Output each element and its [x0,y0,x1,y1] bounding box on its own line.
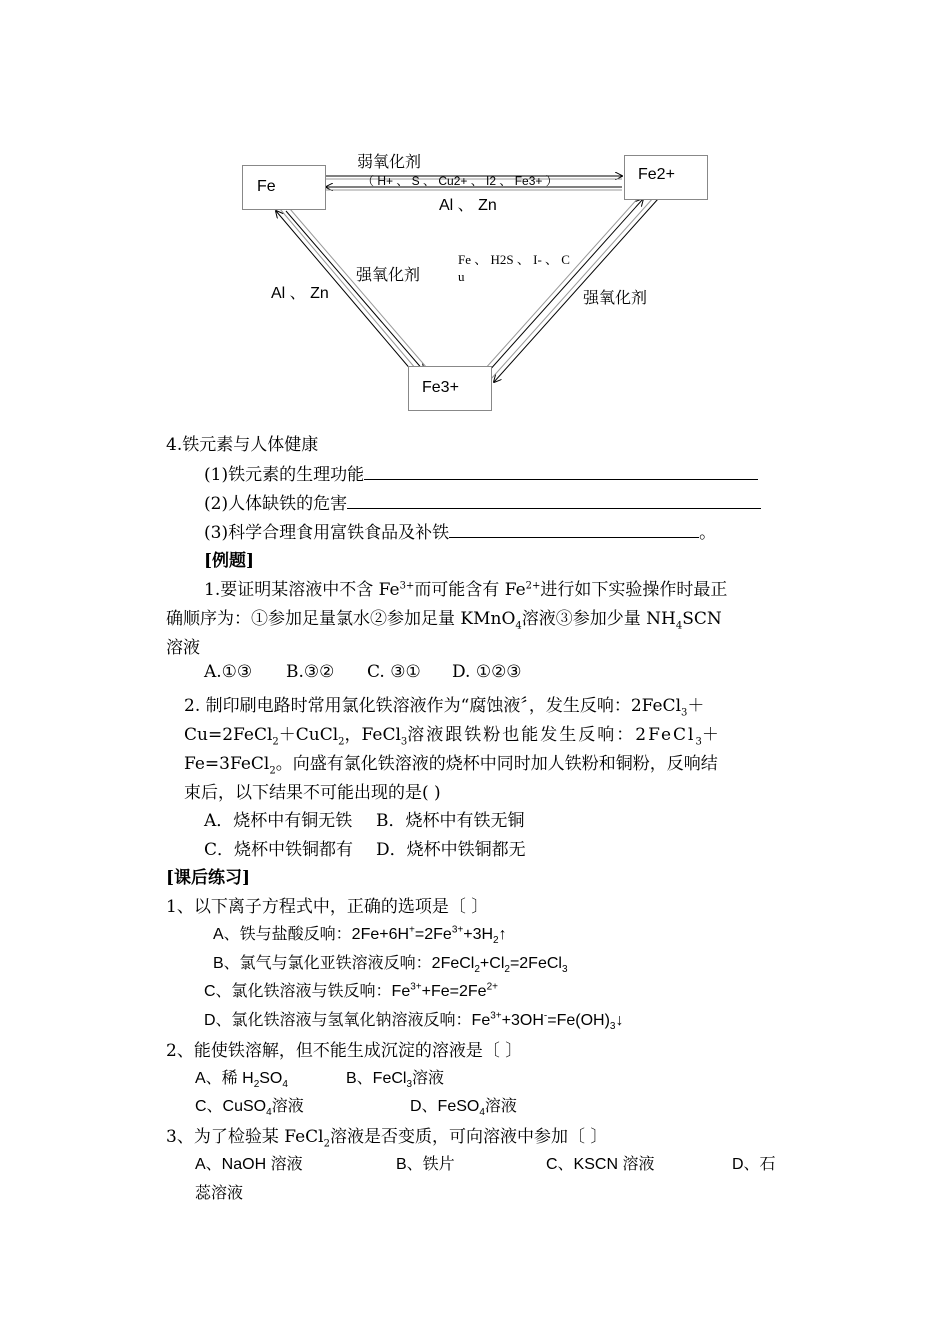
label-al-zn-top: Al 、 Zn [439,197,497,214]
example-q2-option-c[interactable]: C．烧杯中铁铜都有 [204,840,354,860]
practice-q2-c-sub: 4 [266,1107,272,1119]
practice-q1-b-text1: B、氯气与氯化亚铁溶液反响：2FeCl [213,955,475,972]
section4-item1-blank[interactable] [364,463,758,480]
practice-q2-a-sub1: 2 [253,1079,260,1091]
practice-q1-a-text3: +3H [463,926,494,943]
label-reducers-line2: u [458,269,465,284]
practice-q1-d-sup1: 3+ [490,1010,502,1022]
example-q1-line2-b: 溶液③参加少量 NH [521,609,676,629]
practice-q3-stem-a: 3、为了检验某 FeCl [166,1127,324,1147]
practice-q1-b-text2: +Cl [479,955,505,972]
practice-q3-stem-b: 溶液是否变质，可向溶液中参加〔 〕 [329,1127,608,1147]
example-q2-line1 [184,691,705,719]
section4-item3 [204,518,716,543]
practice-q1-d-text1: D、氯化铁溶液与氢氧化钠溶液反响：Fe [204,1012,491,1029]
example-q1-line2-c: SCN [682,609,722,629]
label-reducers-line1: Fe 、 H2S 、 I- 、 C [458,252,570,267]
practice-q1-option-a[interactable] [213,921,507,947]
section4-item1-text: (1)铁元素的生理功能 [204,465,365,485]
example-q2-option-a[interactable]: A．烧杯中有铜无铁 [204,811,353,831]
practice-q2-d-sub: 4 [479,1107,485,1119]
practice-q1-a-sup2: 3+ [451,924,464,936]
node-fe2 [624,155,708,200]
practice-q1-a-text2: =2Fe [414,926,452,943]
example-q1-line1-sup2: 2+ [525,580,541,592]
example-q1-line1-sup1: 3+ [399,580,415,592]
example-q2-line2-sub3: 3 [400,736,408,748]
example-q2-line2-sub1: 2 [272,736,279,748]
section4-item3-end: 。 [699,523,717,543]
example-q2-line3-a: Fe=3FeCl [184,754,270,774]
practice-q3-option-d[interactable]: D、石 [732,1156,776,1173]
example-q2-line2-b: ＋CuCl [278,725,339,745]
example-q1-line1-a: 1.要证明某溶液中不含 Fe [204,580,400,600]
practice-q2-option-a[interactable] [195,1065,288,1091]
practice-q2-b-sub: 3 [406,1079,413,1091]
example-q2-line1-text: 2. 制印刷电路时常用氯化铁溶液作为“腐蚀液〞，发生反响：2FeCl [184,696,681,716]
practice-q1-d-text3: =Fe(OH) [547,1012,610,1029]
example-q1-line2-sub2: 4 [675,620,683,632]
practice-q1-b-sub2: 2 [504,964,510,976]
practice-q3-option-c[interactable]: C、KSCN 溶液 [546,1156,655,1173]
practice-q3-option-d-cont: 蕊溶液 [195,1185,244,1202]
practice-q2-a-text2: SO [259,1070,283,1087]
practice-q1-d-text2: +3OH [501,1012,544,1029]
example-q1-line1-c: 进行如下实验操作时最正 [540,580,728,600]
practice-q1-a-arrow: ↑ [498,926,507,943]
practice-q1-a-sup1: + [409,924,415,936]
practice-q2-a-text1: A、稀 H [195,1070,254,1087]
example-q1-line1 [204,575,727,600]
practice-q2-c-text2: 溶液 [271,1098,304,1115]
practice-q1-stem: 1、以下离子方程式中，正确的选项是〔 〕 [166,897,489,917]
example-q1-option-c[interactable]: C. ③① [367,662,421,682]
example-q2-line2-d: 溶液跟铁粉也能发生反响：2FeCl [407,725,696,745]
example-q2-line2 [184,720,719,748]
practice-q2-option-c[interactable] [195,1093,304,1119]
practice-heading: [课后练习] [166,868,251,888]
practice-q3-option-a[interactable]: A、NaOH 溶液 [195,1156,303,1173]
practice-q1-b-sub1: 2 [474,964,480,976]
practice-q1-d-sup2: - [543,1010,548,1022]
label-strong-oxidant-right: 强氧化剂 [583,290,648,307]
label-weak-oxidant: 弱氧化剂 [357,154,422,171]
practice-q3-stem-sub: 2 [323,1138,330,1150]
practice-q1-option-b[interactable] [213,950,568,976]
arrow-fe3-to-fe2-shadow [484,197,639,370]
practice-q2-option-d[interactable] [410,1093,517,1119]
section4-item1 [204,460,758,485]
example-q2-option-d[interactable]: D．烧杯中铁铜都无 [376,840,526,860]
practice-q1-a-sub: 2 [493,935,499,947]
example-q1-line2-sub1: 4 [515,620,522,632]
example-q2-line4: 束后，以下结果不可能出现的是( ) [184,783,441,803]
example-q2-line2-a: Cu=2FeCl [184,725,273,745]
practice-q1-b-sub3: 3 [561,964,568,976]
practice-q2-b-text2: 溶液 [412,1070,445,1087]
section4-title: 4.铁元素与人体健康 [166,435,319,455]
practice-q1-c-sup1: 3+ [410,981,422,993]
practice-q2-a-sub2: 4 [282,1079,288,1091]
node-fe [242,165,326,210]
example-q2-line2-sub2: 2 [338,736,345,748]
practice-q1-d-arrow: ↓ [615,1012,624,1029]
example-q2-option-b[interactable]: B．烧杯中有铁无铜 [376,811,525,831]
example-q1-line2 [166,604,722,632]
example-q1-option-b[interactable]: B.③② [286,662,335,682]
practice-q1-c-sup2: 2+ [486,981,498,993]
example-q2-line3-b: 。向盛有氯化铁溶液的烧杯中同时加人铁粉和铜粉，反响结 [275,754,718,774]
label-al-zn-left: Al 、 Zn [271,285,329,302]
practice-q2-option-b[interactable] [346,1065,445,1091]
section4-item2-text: (2)人体缺铁的危害 [204,494,348,514]
section4-item3-blank[interactable] [449,521,699,538]
practice-q1-d-sub: 3 [609,1021,616,1033]
example-q2-line3-sub: 2 [269,765,276,777]
section4-item3-text: (3)科学合理食用富铁食品及补铁 [204,523,450,543]
example-heading: [例题] [204,551,255,571]
example-q1-line1-b: 而可能含有 Fe [414,580,526,600]
example-q1-line3: 溶液 [166,638,200,658]
example-q1-line2-a: 确顺序为：①参加足量氯水②参加足量 KMnO [166,609,516,629]
practice-q1-c-text1: C、氯化铁溶液与铁反响：Fe [204,983,411,1000]
node-fe3 [408,366,492,411]
section4-item2 [204,489,761,514]
example-q2-line3 [184,749,718,777]
example-q1-option-d[interactable]: D. ①②③ [452,662,522,682]
practice-q1-b-text3: =2FeCl [509,955,562,972]
practice-q2-b-text1: B、FeCl [346,1070,407,1087]
practice-q2-stem: 2、能使铁溶解，但不能生成沉淀的溶液是〔 〕 [166,1041,523,1061]
practice-q2-d-text1: D、FeSO [410,1098,480,1115]
practice-q2-d-text2: 溶液 [484,1098,517,1115]
practice-q1-option-c[interactable] [204,978,498,1001]
example-q2-line2-e: ＋ [701,725,719,745]
section4-item2-blank[interactable] [347,492,761,509]
example-q2-line1-end: ＋ [687,696,705,716]
example-q2-line2-sub4: 3 [695,736,702,748]
practice-q3-option-b[interactable]: B、铁片 [396,1156,455,1173]
example-q1-option-a[interactable]: A.①③ [204,662,253,682]
practice-q1-option-d[interactable] [204,1007,624,1033]
practice-q3-stem [166,1122,608,1150]
practice-q1-a-text1: A、铁与盐酸反响：2Fe+6H [213,926,410,943]
example-q2-line1-sub: 3 [681,707,688,719]
label-strong-oxidant-left: 强氧化剂 [356,267,421,284]
node-fe2-label: Fe2+ [638,166,675,183]
node-fe-label: Fe [257,178,276,195]
node-fe3-label: Fe3+ [422,379,459,396]
label-weak-oxidant-list: （ H+ 、 S 、 Cu2+ 、 I2 、 Fe3+ ） [362,174,558,188]
practice-q1-c-text2: +Fe=2Fe [421,983,487,1000]
example-q2-line2-c: ，FeCl [344,725,401,745]
practice-q2-c-text1: C、CuSO [195,1098,267,1115]
